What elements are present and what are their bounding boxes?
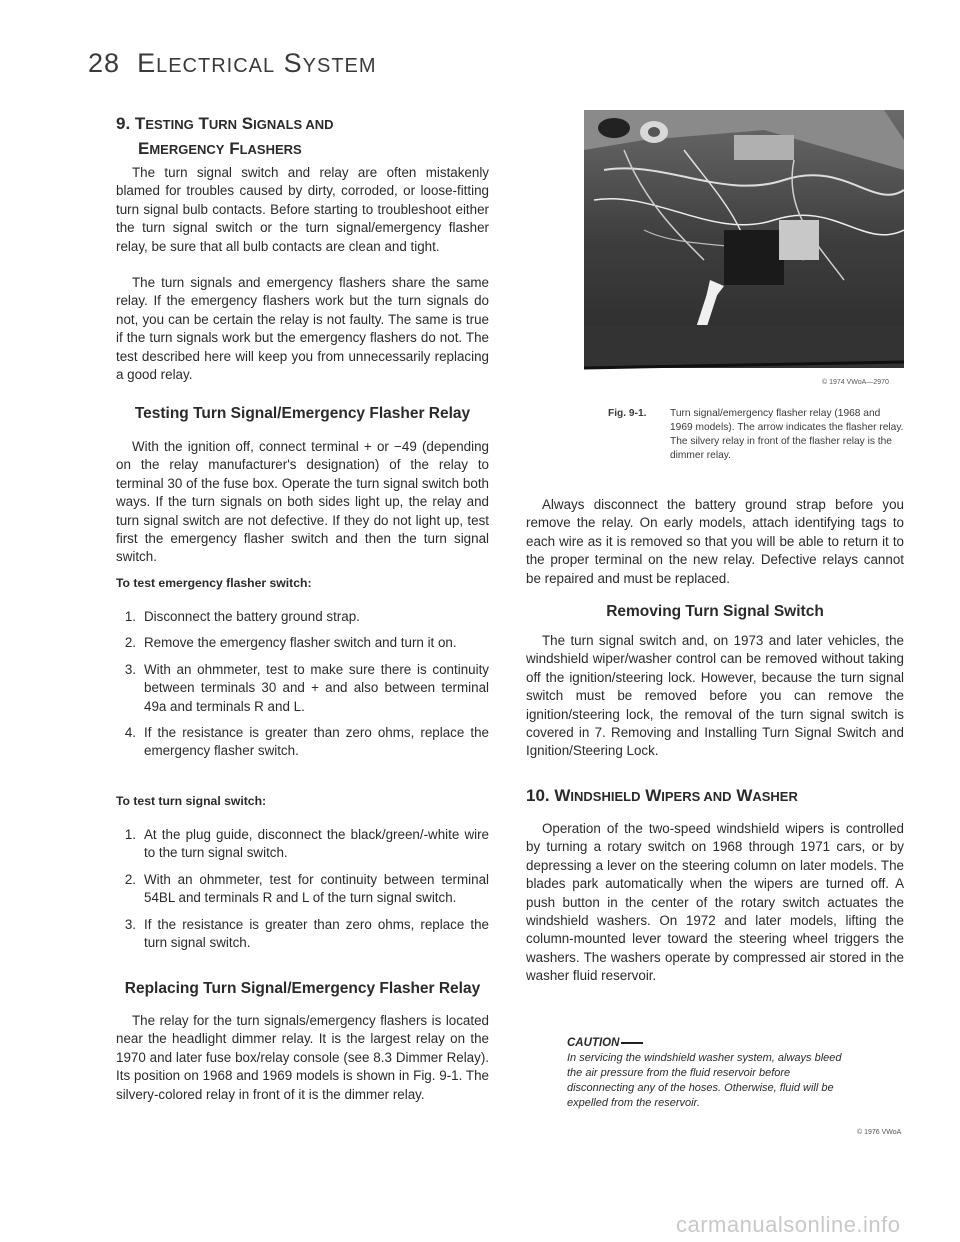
removing-heading: Removing Turn Signal Switch: [606, 603, 824, 620]
list-item: 2. Remove the emergency flasher switch and turn it on.: [124, 635, 457, 651]
page-header: [88, 48, 377, 79]
header-title: ELECTRICAL SYSTEM: [137, 48, 377, 78]
turn-signal-test-steps: [116, 826, 489, 952]
figure-caption: [608, 407, 904, 463]
list-item: 2. With an ohmmeter, test for continuity between terminal 54BL and terminals R and L of the turn signal switch.: [124, 871, 489, 906]
turn-signal-test-lead: To test turn signal switch:: [116, 794, 267, 808]
footer-watermark: carmanualsonline.info: [676, 1212, 901, 1237]
section-10-paragraph: Operation of the two-speed windshield wipers is controlled by turning a rotary switch on 1968 through 1971 cars, or by depressing a lever on the steering column on later models. The blades park automatically when the wipers are turned off. A push button in the center of the rotary switch actuates the windshield washers. On 1972 and later models, lifting the column-mounted lever toward the steering wheel triggers the washers. The washers operate by compressed air stored in the washer fluid reservoir.: [526, 821, 904, 984]
caution-title: CAUTION: [567, 1037, 620, 1049]
section-10-title: 10. WINDSHIELD WIPERS AND WASHER: [526, 786, 798, 805]
right-paragraph-2: The turn signal switch and, on 1973 and later vehicles, the windshield wiper/washer control can be removed without taking off the ignition/steering lock. However, because the turn signal switch must be removed before you can remove the ignition/steering lock, the removal of the turn signal switch is covered in 7. Removing and Installing Turn Signal Switch and Ignition/Steering Lock.: [526, 633, 904, 759]
section-9-paragraph-2: The turn signals and emergency flashers share the same relay. If the emergency flashers work but the turn signals do not, you can be certain the relay is not faulty. The same is true if the turn signals work but the emergency flashers do not. The test described here will keep you from unnecessarily replacing a good relay.: [116, 275, 489, 383]
list-item: 1. At the plug guide, disconnect the black/green/-white wire to the turn signal switch.: [124, 827, 489, 861]
figure-credit: © 1974 VWoA—2970: [822, 379, 889, 386]
page-number: 28: [88, 48, 121, 78]
figure-caption-text: Turn signal/emergency flasher relay (1968 and 1969 models). The arrow indicates the flasher relay. The silvery relay in front of the flasher relay is the dimmer relay.: [670, 408, 904, 461]
testing-paragraph: With the ignition off, connect terminal + or −49 (depending on the relay manufacturer's designation) of the relay to terminal 30 of the fuse box. Operate the turn signal switch both ways. If the turn signals on both sides light up, the relay and turn signal switch are not defective. If they do not light up, test first the emergency flasher switch and then the turn signal switch.: [116, 439, 489, 565]
right-paragraph-1: Always disconnect the battery ground strap before you remove the relay. On early models, attach identifying tags to each wire as it is removed so that you will be able to return it to the proper terminal on the new relay. Defective relays cannot be repaired and must be replaced.: [526, 497, 904, 586]
list-item: 3. If the resistance is greater than zero ohms, replace the turn signal switch.: [124, 916, 489, 951]
emergency-test-steps: [116, 608, 489, 761]
list-item: 4. If the resistance is greater than zero ohms, replace the emergency flasher switch.: [124, 725, 489, 759]
relay-photo-image: [584, 110, 904, 378]
figure-9-1-photo: [584, 110, 904, 378]
section-9-title: 9. TESTING TURN SIGNALS AND EMERGENCY FLASHERS: [116, 114, 334, 158]
section-10-credit: © 1976 VWoA: [857, 1129, 902, 1136]
caution-rule: [621, 1042, 643, 1044]
emergency-test-lead: To test emergency flasher switch:: [116, 576, 312, 590]
section-9-paragraph-1: The turn signal switch and relay are often mistakenly blamed for troubles caused by dirty, corroded, or loose-fitting turn signal bulb contacts. Before starting to troubleshoot either the turn signal switch or the turn signal/emergency flasher relay, be sure that all bulb contacts are clean and tight.: [116, 165, 489, 254]
list-item: 3. With an ohmmeter, test to make sure there is continuity between terminals 30 and + and also between terminal 49a and terminals R and L.: [124, 661, 489, 714]
figure-label: Fig. 9-1.: [608, 408, 647, 419]
testing-heading: Testing Turn Signal/Emergency Flasher Relay: [134, 405, 471, 422]
caution-box: [567, 1036, 851, 1111]
replacing-paragraph: The relay for the turn signals/emergency flashers is located near the headlight dimmer relay. It is the largest relay on the 1970 and later fuse box/relay console (see 8.3 Dimmer Relay). Its position on 1968 and 1969 models is shown in Fig. 9-1. The silvery-colored relay in front of it is the dimmer relay.: [116, 1013, 489, 1102]
replacing-heading: Replacing Turn Signal/Emergency Flasher Relay: [124, 980, 481, 997]
list-item: 1. Disconnect the battery ground strap.: [124, 609, 360, 624]
caution-text: In servicing the windshield washer system, always bleed the air pressure from the fluid reservoir before disconnecting any of the hoses. Otherwise, fluid will be expelled from the reservoir.: [567, 1052, 842, 1109]
